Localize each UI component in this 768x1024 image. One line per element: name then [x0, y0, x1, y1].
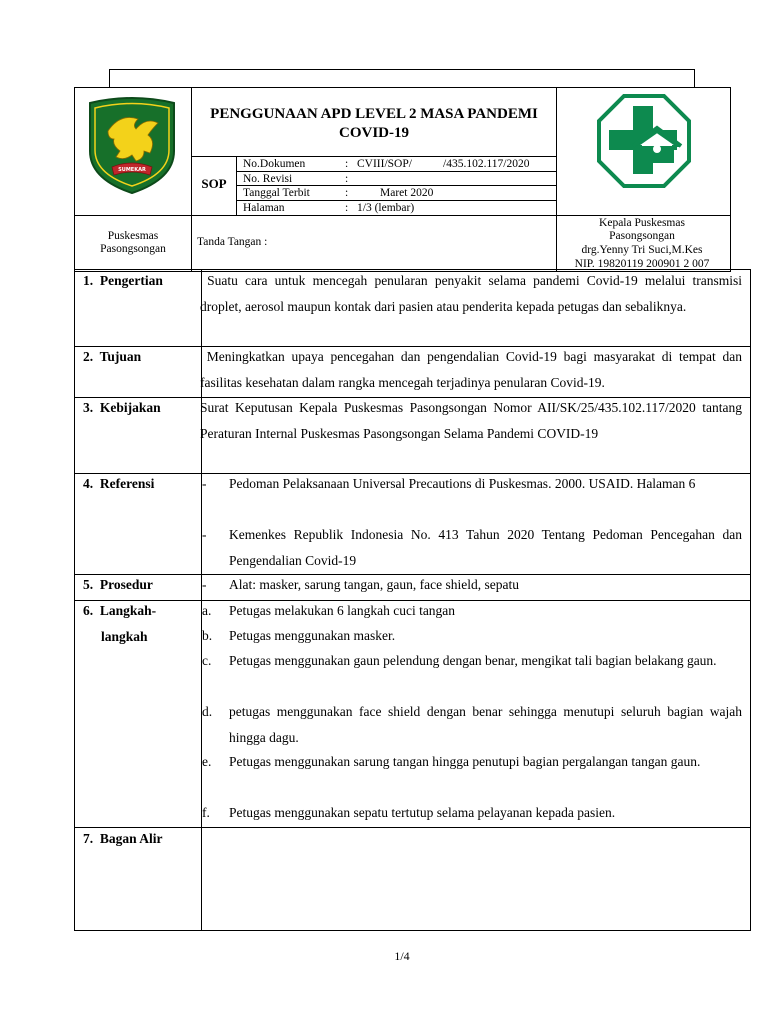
section-title-text: Prosedur — [99, 577, 153, 592]
list-text: petugas menggunakan face shield dengan benar sehingga menutupi seluruh bagian wajah hingga dagu. — [229, 704, 742, 745]
list-marker: - — [202, 476, 207, 491]
section-title — [83, 400, 161, 416]
section-title — [83, 577, 153, 593]
list-text: Pedoman Pelaksanaan Universal Precautions di Puskesmas. 2000. USAID. Halaman 6 — [229, 476, 696, 491]
meta-value-dokumen: CVIII/SOP/ — [357, 158, 412, 170]
section-title — [83, 831, 163, 847]
list-item — [202, 623, 742, 649]
list-text: Petugas menggunakan masker. — [229, 628, 396, 643]
list-text: Alat: masker, sarung tangan, gaun, face shield, sepatu — [229, 577, 519, 592]
meta-label-dokumen: No.Dokumen — [243, 158, 306, 170]
list-text: Petugas menggunakan gaun pelendung dengan benar, mengikat tali bagian belakang gaun. — [229, 653, 717, 668]
list-text: Petugas menggunakan sepatu tertutup selama pelayanan kepada pasien. — [229, 805, 616, 820]
meta-sep-dokumen: : — [345, 158, 349, 170]
meta-value-tanggal: Maret 2020 — [380, 187, 434, 199]
puskesmas-logo — [597, 94, 691, 188]
list-text: Petugas melakukan 6 langkah cuci tangan — [229, 603, 456, 618]
list-item — [202, 598, 742, 624]
meta-sep-tanggal: : — [345, 187, 349, 199]
section-title-text: Referensi — [99, 476, 155, 491]
section-title — [83, 476, 154, 492]
section-number: 3. — [83, 400, 94, 415]
section-text: Surat Keputusan Kepala Puskesmas Pasongsongan Nomor AII/SK/25/435.102.117/2020 tantang Peraturan Internal Puskesmas Pasongsongan Selama Pandemi COVID-19 — [200, 400, 742, 441]
section-title-text: Pengertian — [99, 273, 163, 288]
section-number: 5. — [83, 577, 94, 592]
signature-label: Tanda Tangan : — [197, 236, 268, 248]
list-item — [202, 471, 742, 522]
meta-label-revisi: No. Revisi — [243, 173, 293, 185]
row-divider — [74, 827, 751, 828]
list-item — [202, 800, 742, 826]
regency-emblem-ribbon-text: SUMEKAR — [118, 167, 146, 173]
section-title-text: Kebijakan — [99, 400, 161, 415]
section-number: 7. — [83, 831, 94, 846]
list-text: Petugas menggunakan sarung tangan hingga penutupi bagian pergalangan tangan gaun. — [229, 754, 701, 769]
head-name: drg.Yenny Tri Suci,M.Kes — [581, 244, 703, 256]
section-title-text: Tujuan — [99, 349, 142, 364]
meta-label-halaman: Halaman — [243, 202, 285, 214]
page-number: 1/4 — [394, 949, 410, 963]
section-number: 4. — [83, 476, 94, 491]
section-number: 6. — [83, 603, 94, 618]
list-marker: - — [202, 577, 207, 592]
head-nip: NIP. 19820119 200901 2 007 — [574, 258, 710, 270]
meta-sep-halaman: : — [345, 202, 349, 214]
section-title — [83, 273, 163, 289]
section-title-text: Langkah- — [99, 603, 157, 618]
list-marker: d. — [202, 704, 213, 719]
list-item — [202, 699, 742, 750]
list-marker: a. — [202, 603, 212, 618]
section-text: Suatu cara untuk mencegah penularan penyakit selama pandemi Covid-19 melalui transmisi droplet, aerosol maupun kontak dari pasien atau penderita kepada petugas dan sebaliknya. — [200, 273, 746, 314]
meta-value-halaman: 1/3 (lembar) — [357, 202, 415, 214]
regency-emblem-logo — [86, 95, 178, 195]
list-marker: c. — [202, 653, 212, 668]
list-marker: b. — [202, 628, 213, 643]
meta-sep-revisi: : — [345, 173, 349, 185]
section-text: Meningkatkan upaya pencegahan dan pengendalian Covid-19 bagi masyarakat di tempat dan fasilitas kesehatan dalam rangka mencegah terjadinya penularan Covid-19. — [200, 349, 746, 390]
meta-label-tanggal: Tanggal Terbit — [243, 187, 310, 199]
list-item — [202, 572, 742, 598]
list-marker: f. — [202, 805, 210, 820]
document-title: PENGGUNAAN APD LEVEL 2 MASA PANDEMI COVID-19 — [210, 106, 538, 141]
section-number: 2. — [83, 349, 94, 364]
section-title — [83, 603, 156, 619]
list-item — [202, 749, 742, 800]
section-title-continuation: langkah — [101, 629, 148, 644]
list-item — [202, 522, 742, 573]
header-divider-right — [556, 87, 557, 272]
list-marker: e. — [202, 754, 212, 769]
list-marker: - — [202, 527, 207, 542]
section-title — [83, 349, 141, 365]
list-item — [202, 648, 742, 699]
header-divider-bottom — [74, 215, 731, 216]
header-top-strip — [109, 69, 695, 88]
list-text: Kemenkes Republik Indonesia No. 413 Tahun 2020 Tentang Pedoman Pencegahan dan Pengendalian Covid-19 — [229, 527, 742, 568]
section-title-text: Bagan Alir — [99, 831, 163, 846]
org-name: Puskesmas Pasongsongan — [100, 230, 166, 255]
head-title: Kepala Puskesmas Pasongsongan — [599, 217, 685, 242]
meta-value2-dokumen: /435.102.117/2020 — [443, 158, 530, 170]
section-number: 1. — [83, 273, 94, 288]
sop-label: SOP — [201, 176, 227, 191]
